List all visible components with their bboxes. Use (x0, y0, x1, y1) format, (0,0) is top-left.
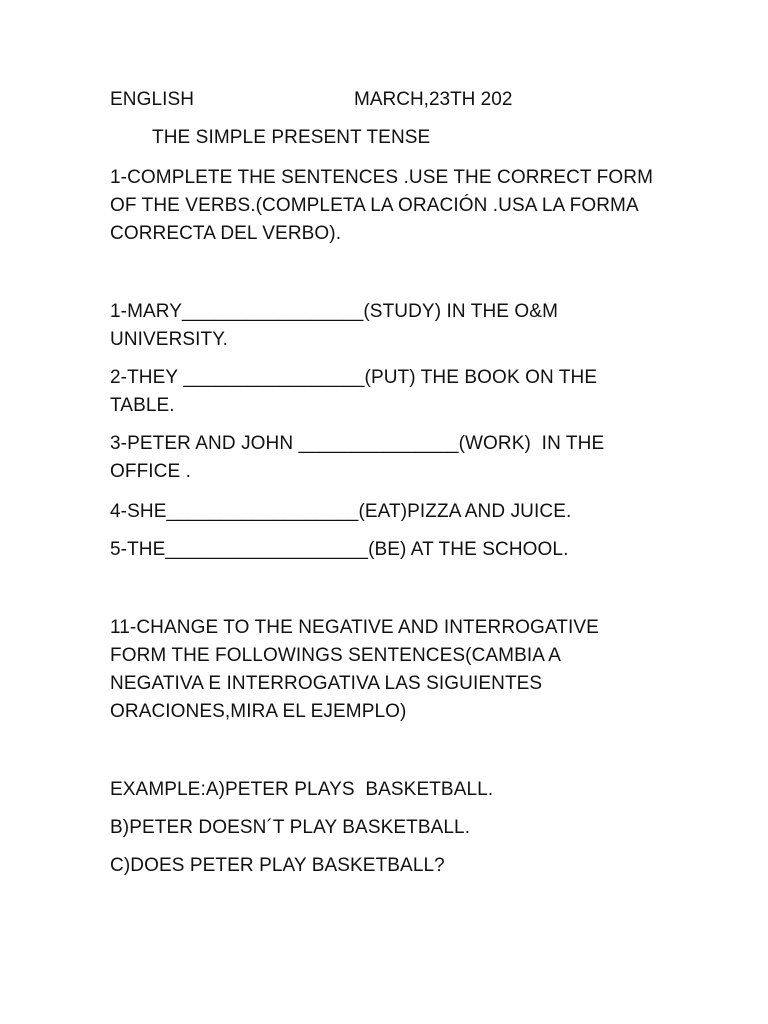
exercise-item-2-line1: 2-THEY _________________(PUT) THE BOOK ON THE (110, 367, 598, 388)
exercise-item-4-line1: 4-SHE__________________(EAT)PIZZA AND JUICE. (110, 501, 572, 522)
page-title: THE SIMPLE PRESENT TENSE (152, 127, 431, 148)
example-line-a: EXAMPLE:A)PETER PLAYS BASKETBALL. (110, 779, 494, 800)
exercise-item-5-line1: 5-THE___________________(BE) AT THE SCHOOL. (110, 539, 569, 560)
exercise-item-3-line2: OFFICE . (110, 461, 192, 482)
section1-instruction-line: OF THE VERBS.(COMPLETA LA ORACIÓN .USA LA FORMA (110, 195, 639, 216)
section2-instruction-line: FORM THE FOLLOWINGS SENTENCES(CAMBIA A (110, 645, 562, 666)
header-subject: ENGLISH (110, 89, 195, 110)
exercise-item-1-line1: 1-MARY_________________(STUDY) IN THE O&M (110, 301, 559, 322)
section2-instruction-line: NEGATIVA E INTERROGATIVA LAS SIGUIENTES (110, 673, 543, 694)
section1-instruction-line: 1-COMPLETE THE SENTENCES .USE THE CORRECT FORM (110, 167, 654, 188)
example-line-c: C)DOES PETER PLAY BASKETBALL? (110, 855, 445, 876)
section2-instruction-line: 11-CHANGE TO THE NEGATIVE AND INTERROGATIVE (110, 617, 599, 638)
exercise-item-1-line2: UNIVERSITY. (110, 329, 228, 350)
exercise-item-2-line2: TABLE. (110, 395, 175, 416)
section2-instruction-line: ORACIONES,MIRA EL EJEMPLO) (110, 701, 407, 722)
example-line-b: B)PETER DOESN´T PLAY BASKETBALL. (110, 817, 471, 838)
section1-instruction-line: CORRECTA DEL VERBO). (110, 223, 342, 244)
header-date: MARCH,23TH 202 (354, 89, 513, 110)
exercise-item-3-line1: 3-PETER AND JOHN _______________(WORK) IN THE (110, 433, 605, 454)
